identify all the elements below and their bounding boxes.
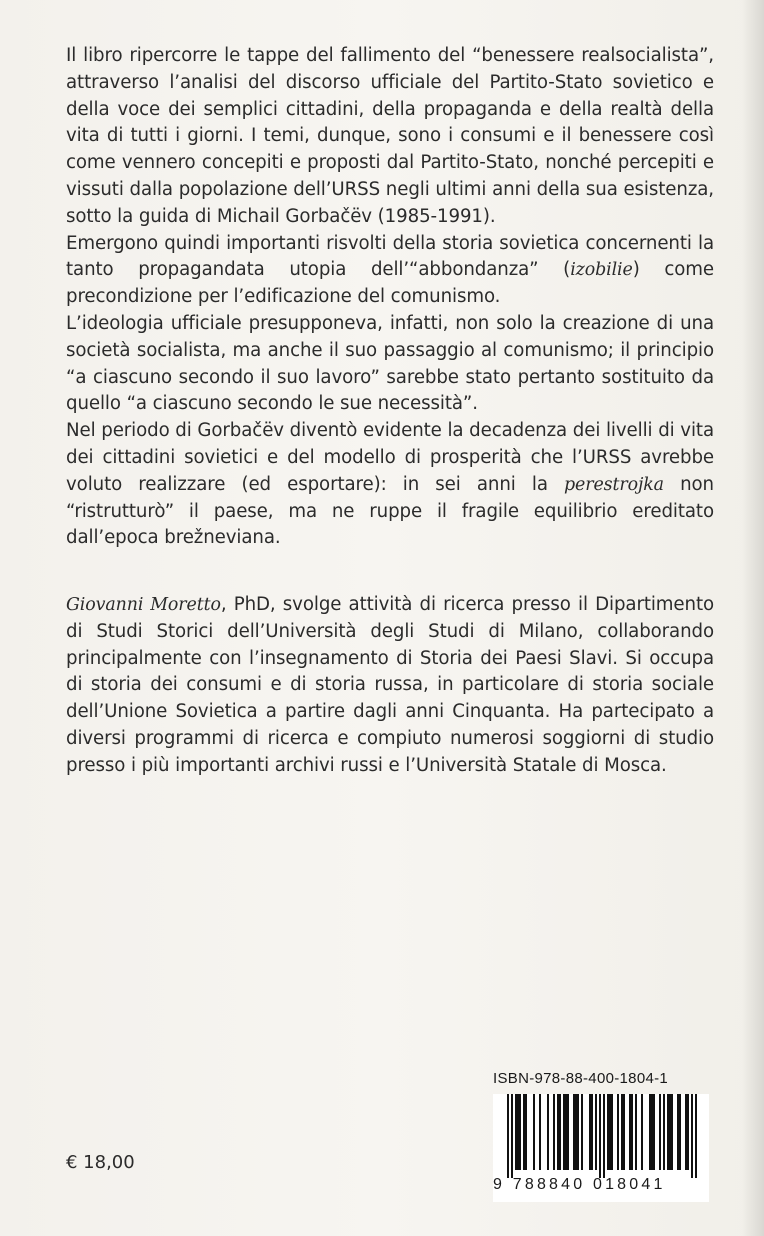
barcode-bar xyxy=(609,1094,611,1170)
barcode-bar xyxy=(565,1094,567,1170)
barcode-bar xyxy=(631,1094,633,1170)
barcode-bars xyxy=(493,1094,709,1178)
isbn-label: ISBN-978-88-400-1804-1 xyxy=(493,1070,669,1087)
barcode-bar xyxy=(525,1094,527,1170)
barcode-bar xyxy=(553,1094,555,1170)
description-paragraph-1: Il libro ripercorre le tappe del fallimento del “benessere realsocialista”, attraverso l’analisi del discorso ufficiale del Partito-Stato sovietico e della voce dei semplici cittadini, della propaganda e della realtà della vita di tutti i giorni. I temi, dunque, sono i consumi e il benessere così come vennero concepiti e proposti dal Partito-Stato, nonché percepiti e vissuti dalla popolazione dell’URSS negli ultimi anni della sua esistenza, sotto la guida di Michail Gorbačëv (1985-1991). xyxy=(66,45,714,227)
barcode-bar xyxy=(669,1094,671,1170)
barcode-bar xyxy=(617,1094,619,1170)
barcode-bar xyxy=(539,1094,541,1170)
author-bio xyxy=(66,592,714,780)
barcode-bar xyxy=(611,1094,613,1170)
barcode-bar xyxy=(607,1094,609,1170)
barcode-bar xyxy=(691,1094,693,1178)
barcode-bar xyxy=(651,1094,653,1170)
barcode-digits: 9 788840 018041 xyxy=(493,1176,666,1193)
barcode-bar xyxy=(635,1094,637,1170)
barcode-bar xyxy=(599,1094,601,1178)
barcode-bar xyxy=(621,1094,623,1170)
barcode-bar xyxy=(575,1094,577,1170)
barcode-bar xyxy=(589,1094,591,1170)
barcode-bar xyxy=(523,1094,525,1170)
description-paragraph-4: Nel periodo di Gorbačëv diventò evidente la decadenza dei livelli di vita dei cittadini sovietici e del modello di prosperità che l’URSS avrebbe voluto realizzare (ed esportare): in sei anni la perestrojka non “ristrutturò” il paese, ma ne ruppe il fragile equilibrio ereditato dall’epoca brežneviana. xyxy=(66,420,714,549)
barcode-bar xyxy=(557,1094,559,1170)
barcode-bar xyxy=(667,1094,669,1170)
barcode-bar xyxy=(679,1094,681,1170)
barcode-bar xyxy=(533,1094,535,1170)
barcode-bar xyxy=(623,1094,625,1170)
page-edge-shadow xyxy=(742,0,764,1236)
barcode-bar xyxy=(671,1094,673,1170)
barcode-bar xyxy=(559,1094,561,1170)
barcode-bar xyxy=(567,1094,569,1170)
description-paragraph-3: L’ideologia ufficiale presupponeva, infatti, non solo la creazione di una società socialista, ma anche il suo passaggio al comunismo; il principio “a ciascuno secondo il suo lavoro” sarebbe stato pertanto sostituito da quello “a ciascuno secondo le sue necessità”. xyxy=(66,312,714,415)
author-bio-paragraph: Giovanni Moretto, PhD, svolge attività di ricerca presso il Dipartimento di Studi Storici dell’Università degli Studi di Milano, collaborando principalmente con l’insegnamento di Storia dei Paesi Slavi. Si occupa di storia dei consumi e di storia russa, in particolare di storia sociale dell’Unione Sovietica a partire dagli anni Cinquanta. Ha partecipato a diversi programmi di ricerca e compiuto numerosi soggiorni di studio presso i più importanti archivi russi e l’Università Statale di Mosca. xyxy=(66,594,715,776)
barcode-bar xyxy=(603,1094,605,1178)
barcode-bar xyxy=(517,1094,519,1170)
barcode-bar xyxy=(573,1094,575,1170)
barcode-bar xyxy=(563,1094,565,1170)
barcode-bar xyxy=(687,1094,689,1170)
barcode-bar xyxy=(519,1094,521,1170)
barcode-bar xyxy=(663,1094,665,1170)
barcode-bar xyxy=(653,1094,655,1170)
barcode-bar xyxy=(629,1094,631,1170)
barcode-bar xyxy=(695,1094,697,1178)
barcode-bar xyxy=(577,1094,579,1170)
price-label: € 18,00 xyxy=(66,1152,135,1173)
barcode-bar xyxy=(641,1094,643,1170)
barcode-bar xyxy=(677,1094,679,1170)
barcode-bar xyxy=(659,1094,661,1170)
description-paragraph-2: Emergono quindi importanti risvolti della storia sovietica concernenti la tanto propagandata utopia dell’“abbondanza” (izobilie) come precondizione per l’edificazione del comunismo. xyxy=(66,232,715,308)
italic-term-perestrojka: perestrojka xyxy=(564,474,664,495)
barcode-bar xyxy=(511,1094,513,1178)
barcode-bar xyxy=(591,1094,593,1170)
barcode-bar xyxy=(685,1094,687,1170)
barcode-bar xyxy=(581,1094,583,1170)
book-description xyxy=(66,43,714,552)
barcode-bar xyxy=(547,1094,549,1170)
barcode-bar xyxy=(507,1094,509,1178)
barcode-bar xyxy=(595,1094,597,1170)
barcode-bar xyxy=(515,1094,517,1170)
author-name: Giovanni Moretto xyxy=(66,595,221,615)
italic-term-izobilie: izobilie xyxy=(570,260,633,281)
barcode-bar xyxy=(649,1094,651,1170)
